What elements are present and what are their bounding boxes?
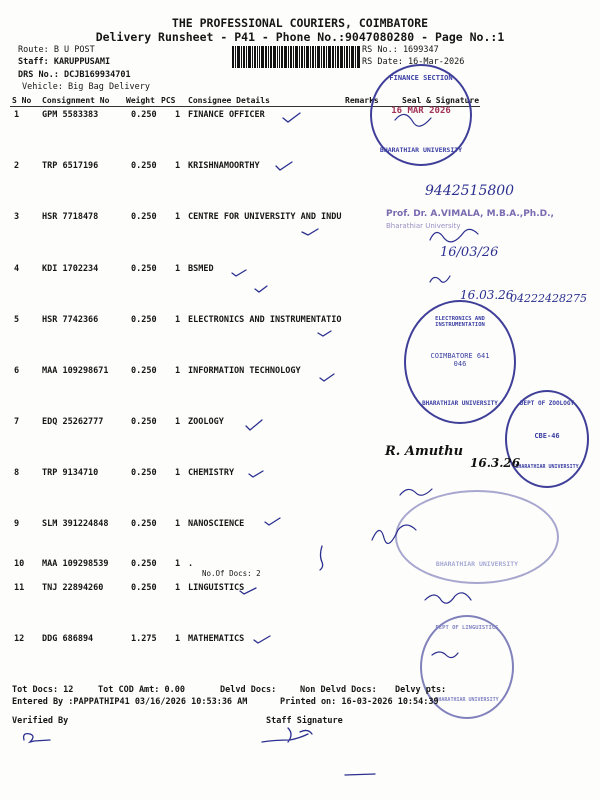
row-12-consignee: MATHEMATICS (188, 634, 245, 644)
row-1-consignment: GPM 5583383 (42, 110, 99, 120)
col-header-consignment: Consignment No (42, 96, 110, 105)
row-10-pcs: 1 (175, 559, 181, 569)
handwritten-name: R. Amuthu (385, 444, 464, 459)
row-1-consignee: FINANCE OFFICER (188, 110, 265, 120)
total-cod-amount: Tot COD Amt: 0.00 (98, 685, 185, 695)
row-6-sno: 6 (14, 366, 20, 376)
stamp-text: BHARATHIAR UNIVERSITY (515, 464, 579, 470)
row-9-sno: 9 (14, 519, 20, 529)
row-4-weight: 0.250 (131, 264, 157, 274)
stamp-text: DEPT OF LINGUISTICS (435, 625, 499, 631)
col-header-remarks: Remarks (345, 96, 379, 105)
delivered-docs: Delvd Docs: (220, 685, 277, 695)
row-1-pcs: 1 (175, 110, 181, 120)
pen-line (345, 774, 375, 775)
col-header-pcs: PCS (161, 96, 176, 105)
row-3-consignee: CENTRE FOR UNIVERSITY AND INDU (188, 212, 342, 222)
row-10-consignee: . (188, 559, 194, 569)
runsheet-subtitle: Delivery Runsheet - P41 - Phone No.:9047080280 - Page No.:1 (95, 30, 505, 44)
row-9-pcs: 1 (175, 519, 181, 529)
handwritten-phone: 04222428275 (510, 292, 587, 305)
handwritten-date: 16.3.26 (470, 456, 521, 470)
col-header-seal: Seal & Signature (402, 96, 480, 105)
row-4-consignee: BSMED (188, 264, 214, 274)
row-10-weight: 0.250 (131, 559, 157, 569)
row-4-sno: 4 (14, 264, 20, 274)
stamp-text: DEPT OF ZOOLOGY (519, 400, 575, 407)
row-10-sno: 10 (14, 559, 25, 569)
row-12-consignment: DDG 686894 (42, 634, 94, 644)
row-11-consignment: TNJ 22894260 (42, 583, 104, 593)
stamp-text: BHARATHIAR UNIVERSITY (422, 400, 498, 407)
row-9-consignment: SLM 391224848 (42, 519, 109, 529)
stamp-text: COIMBATORE 641 046 (430, 352, 490, 368)
officer-university-seal: Bharathiar University (386, 222, 461, 230)
col-header-weight: Weight (126, 96, 155, 105)
col-header-sno: S No (12, 96, 32, 105)
route-label: Route: B U POST (18, 45, 95, 55)
non-delivered-docs: Non Delvd Docs: (300, 685, 377, 695)
row-12-pcs: 1 (175, 634, 181, 644)
row-9-weight: 0.250 (131, 519, 157, 529)
row-8-consignment: TRP 9134710 (42, 468, 99, 478)
row-12-sno: 12 (14, 634, 25, 644)
stamp-text: ELECTRONICS AND INSTRUMENTATION (435, 316, 485, 328)
drs-number: DRS No.: DCJB169934701 (18, 70, 131, 80)
row-6-consignee: INFORMATION TECHNOLOGY (188, 366, 301, 376)
stamp-text: BHARATHIAR UNIVERSITY (379, 146, 463, 154)
staff-signature (262, 728, 312, 742)
row-6-pcs: 1 (175, 366, 181, 376)
total-docs: Tot Docs: 12 (12, 685, 74, 695)
stamp-text: BHARATHIAR UNIVERSITY (435, 697, 499, 703)
row-4-pcs: 1 (175, 264, 181, 274)
row-7-pcs: 1 (175, 417, 181, 427)
row-2-weight: 0.250 (131, 161, 157, 171)
row-11-weight: 0.250 (131, 583, 157, 593)
row-12-weight: 1.275 (131, 634, 157, 644)
row-5-consignment: HSR 7742366 (42, 315, 99, 325)
row-5-consignee: ELECTRONICS AND INSTRUMENTATIO (188, 315, 342, 325)
row-2-consignment: TRP 6517196 (42, 161, 99, 171)
row-5-weight: 0.250 (131, 315, 157, 325)
row-3-consignment: HSR 7718478 (42, 212, 99, 222)
company-title: THE PROFESSIONAL COURIERS, COIMBATORE (171, 16, 429, 30)
row-1-weight: 0.250 (131, 110, 157, 120)
row-11-sno: 11 (14, 583, 25, 593)
row-3-pcs: 1 (175, 212, 181, 222)
delivery-points: Delvy pts: (395, 685, 447, 695)
row-3-weight: 0.250 (131, 212, 157, 222)
verifier-signature (24, 734, 50, 742)
row-2-pcs: 1 (175, 161, 181, 171)
row-8-sno: 8 (14, 468, 20, 478)
row-11-consignee: LINGUISTICS (188, 583, 245, 593)
verified-by-label: Verified By (12, 716, 69, 726)
stamp-text: CBE-46 (534, 432, 560, 440)
rs-number: RS No.: 1699347 (362, 45, 439, 55)
row-2-consignee: KRISHNAMOORTHY (188, 161, 260, 171)
row-11-pcs: 1 (175, 583, 181, 593)
stamp-date: 16 MAR 2026 (391, 106, 451, 116)
row-5-sno: 5 (14, 315, 20, 325)
entered-by: Entered By :PAPPATHIP41 03/16/2026 10:53:36 AM (12, 697, 248, 707)
row-7-consignee: ZOOLOGY (188, 417, 224, 427)
printed-on: Printed on: 16-03-2026 10:54:39 (280, 697, 439, 707)
vehicle-label: Vehicle: Big Bag Delivery (22, 82, 150, 92)
row-4-consignment: KDI 1702234 (42, 264, 99, 274)
staff-signature-label: Staff Signature (266, 716, 343, 726)
handwritten-date: 16/03/26 (440, 245, 499, 260)
row-2-sno: 2 (14, 161, 20, 171)
row-3-sno: 3 (14, 212, 20, 222)
row-6-weight: 0.250 (131, 366, 157, 376)
row-10-docs-count: No.Of Docs: 2 (202, 569, 261, 578)
row-7-weight: 0.250 (131, 417, 157, 427)
handwritten-phone: 9442515800 (425, 183, 515, 199)
row-9-consignee: NANOSCIENCE (188, 519, 245, 529)
handwritten-date: 16.03.26 (460, 288, 514, 302)
row-1-sno: 1 (14, 110, 20, 120)
row-7-consignment: EDQ 25262777 (42, 417, 104, 427)
row-8-pcs: 1 (175, 468, 181, 478)
col-header-consignee: Consignee Details (188, 96, 270, 105)
row-7-sno: 7 (14, 417, 20, 427)
row-10-consignment: MAA 109298539 (42, 559, 109, 569)
row-8-consignee: CHEMISTRY (188, 468, 235, 478)
stamp-text: FINANCE SECTION (389, 74, 453, 82)
stamp-text: BHARATHIAR UNIVERSITY (435, 560, 519, 568)
row-8-weight: 0.250 (131, 468, 157, 478)
staff-label: Staff: KARUPPUSAMI (18, 57, 111, 67)
rs-date: RS Date: 16-Mar-2026 (362, 57, 465, 67)
row-5-pcs: 1 (175, 315, 181, 325)
row-6-consignment: MAA 109298671 (42, 366, 109, 376)
officer-name-seal: Prof. Dr. A.VIMALA, M.B.A.,Ph.D., (386, 209, 554, 219)
